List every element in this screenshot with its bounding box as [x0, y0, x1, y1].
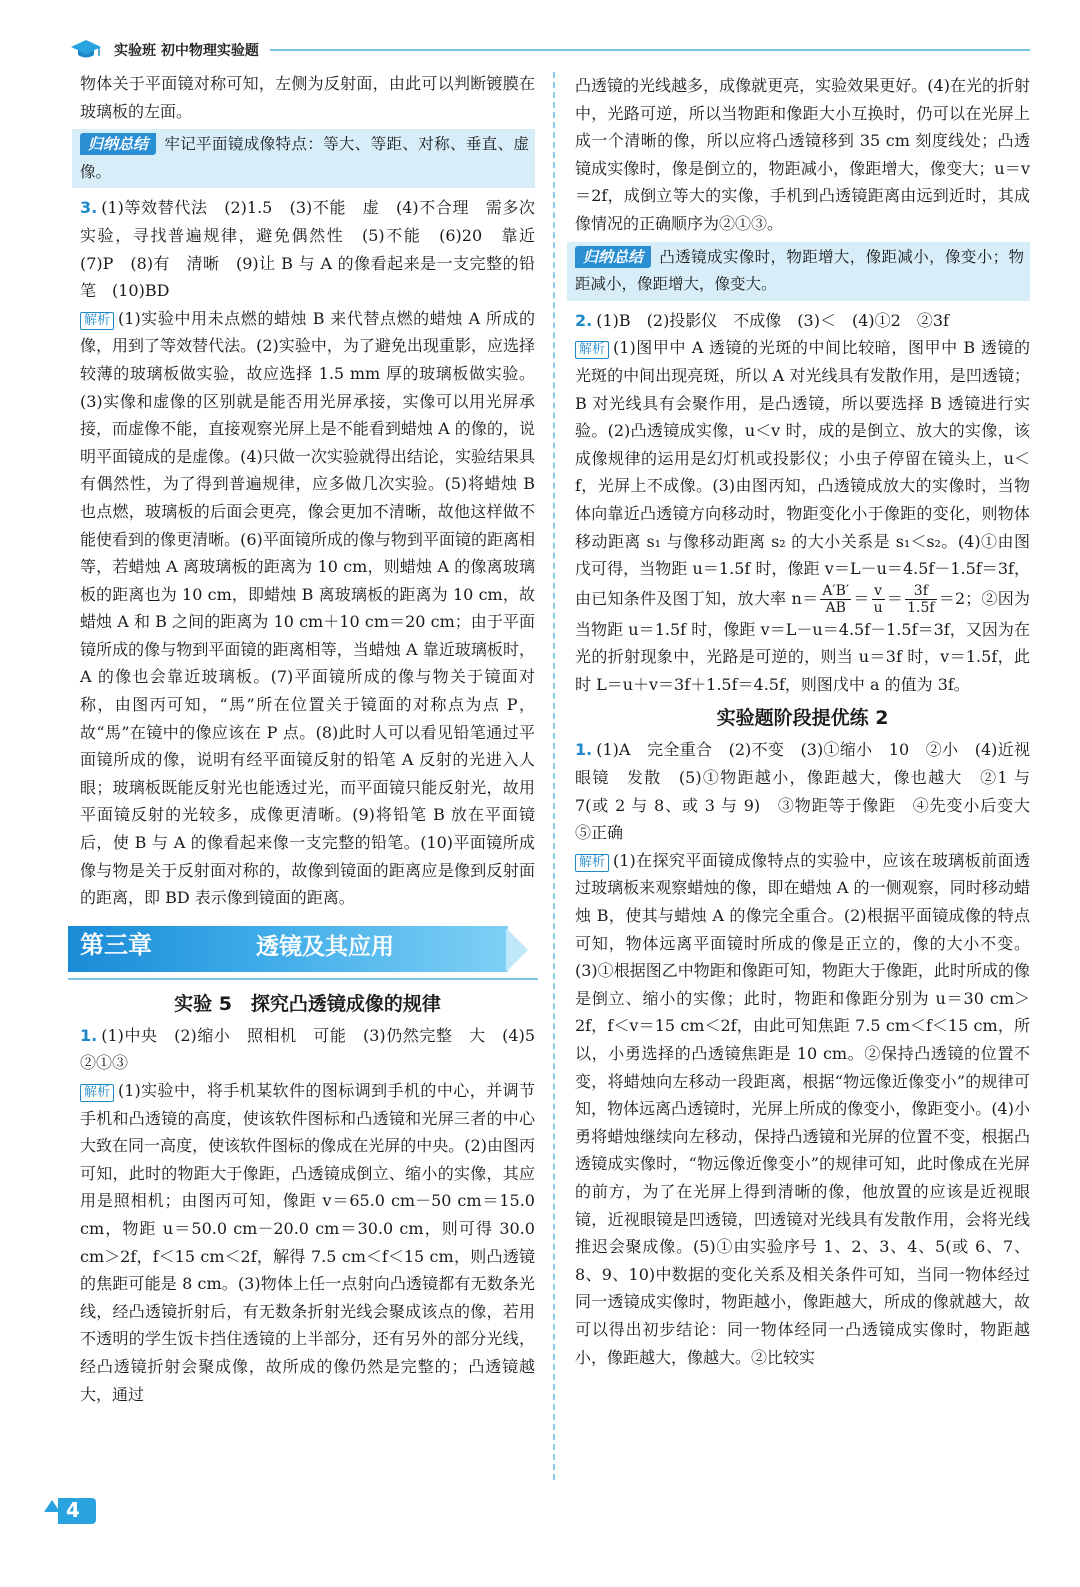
fraction-magnification: $\frac{A'B'}{AB}$ — [822, 582, 850, 616]
analysis-3 — [80, 305, 535, 912]
chapter-arrow-icon — [506, 928, 528, 972]
left-column — [80, 70, 552, 1408]
analysis-label: 解析 — [80, 312, 114, 330]
analysis-label: 解析 — [80, 1084, 114, 1102]
analysis-text: (1)图甲中 A 透镜的光斑的中间比较暗，图甲中 B 透镜的光斑的中间出现亮斑，所以 A 对光线具有发散作用，是凹透镜；B 对光线具有会聚作用，是凸透镜，所以要选择 B 透镜进行实验。(2)凸透镜成实像，u＜v 时，成的是倒立、放大的实像，该成像规律的运用是幻灯机或投影仪；小虫子停留在镜头上，u＜f，光屏上不成像。(3)由图丙知，凸透镜成放大的实像时，当物体向靠近凸透镜方向移动时，物距变化小于像距的变化，则物体移动距离 s₁ 与像移动距离 s₂ 的大小关系是 s₁＜s₂。(4)①由图戊可得，当物距 u＝1.5f 时，像距 v＝L－u＝4.5f－1.5f＝3f，由已知条件及图丁知，放大率 n＝ — [575, 338, 1030, 608]
header-rule — [270, 49, 1030, 51]
analysis-text: (1)实验中用未点燃的蜡烛 B 来代替点燃的蜡烛 A 所成的像，用到了等效替代法。(2)实验中，为了避免出现重影，应选择较薄的玻璃板做实验，故应选择 1.5 mm 厚的玻璃板做实验。(3)实像和虚像的区别就是能否用光屏承接，实像可以用光屏承接，而虚像不能，直接观察光屏上是不能看到蜡烛 A 的像的，说明平面镜成的是虚像。(4)只做一次实验就得出结论，实验结果具有偶然性，为了得到普遍规律，应多做几次实验。(5)将蜡烛 B 也点燃，玻璃板的后面会更亮，像会更加不清晰，故他这样做不能使看到的像更清晰。(6)平面镜所成的像与物到平面镜的距离相等，若蜡烛 A 离玻璃板的距离为 10 cm，则蜡烛 A 的像离玻璃板的距离也为 10 cm，即蜡烛 B 离玻璃板的距离为 10 cm，故蜡烛 A 和 B 之间的距离为 10 cm＋10 cm＝20 cm；由于平面镜所成的像与物到平面镜的距离相等，当蜡烛 A 靠近玻璃板时，A 的像也会靠近玻璃板。(7)平面镜所成的像与物关于镜面对称，由图丙可知，“馬”所在位置关于镜面的对称点为点 P，故“馬”在镜中的像应该在 P 点。(8)此时人可以看见铅笔通过平面镜所成的像，说明有经平面镜反射的铅笔 A 反射的光进入人眼；玻璃板既能反射光也能透过光，而平面镜只能反射光，故用平面镜反射的光较多，成像更清晰。(9)将铅笔 B 放在平面镜后，使 B 与 A 的像看起来像一支完整的铅笔。(10)平面镜所成像与物是关于反射面对称的，故像到镜面的距离应是像到反射面的距离，即 BD 表示像到镜面的距离。 — [80, 308, 535, 908]
chapter-rule — [68, 978, 538, 980]
book-title: 实验班 初中物理实验题 — [114, 43, 259, 59]
exp5-analysis-1 — [80, 1077, 535, 1408]
column-divider — [553, 72, 555, 1480]
summary-box — [72, 129, 535, 188]
question-number: 2. — [575, 310, 593, 330]
summary-tag: 归纳总结 — [575, 246, 651, 268]
graduation-cap-icon — [70, 38, 102, 60]
intro-text: 物体关于平面镜对称可知，左侧为反射面，由此可以判断镀膜在玻璃板的左面。 — [80, 74, 535, 121]
question-3 — [80, 194, 552, 304]
question-number: 1. — [575, 740, 593, 760]
analysis-label: 解析 — [575, 341, 609, 359]
chapter-banner — [68, 922, 528, 980]
right-column — [575, 72, 1047, 1371]
stage-title: 实验题阶段提优练 2 — [716, 707, 889, 730]
fraction-v-over-u: $\frac{v}{u}$ — [873, 582, 883, 616]
summary-tag: 归纳总结 — [80, 133, 156, 155]
analysis-label: 解析 — [575, 854, 609, 872]
analysis-text-cont: ＝2；②因为当物距 u＝1.5f 时，像距 v＝L－u＝4.5f－1.5f＝3f，又因为在光的折射现象中，光路是可逆的，则当 u＝3f 时，v＝1.5f，此时 L＝u＋v＝3f＋1.5f＝4.5f，则图戊中 a 的值为 3f。 — [575, 588, 1030, 694]
chapter-name: 透镜及其应用 — [256, 933, 394, 960]
summary-box — [567, 242, 1030, 301]
question-number: 3. — [80, 198, 98, 218]
analysis-2: 解析 (1)图甲中 A 透镜的光斑的中间比较暗，图甲中 B 透镜的光斑的中间出现亮斑，所以 A 对光线具有发散作用，是凹透镜；B 对光线具有会聚作用，是凸透镜，所以要选择 B 透镜进行实验。(2)凸透镜成实像，u＜v 时，成的是倒立、放大的实像，该成像规律的运用是幻灯机或投影仪；小虫子停留在镜头上，u＜f，光屏上不成像。(3)由图丙知，凸透镜成放大的实像时，当物体向靠近凸透镜方向移动时，物距变化小于像距的变化，则物体移动距离 s₁ 与像移动距离 s₂ 的大小关系是 s₁＜s₂。(4)①由图戊可得，当物距 u＝1.5f 时，像距 v＝L－u＝4.5f－1.5f＝3f，由已知条件及图丁知，放大率 n＝ $\frac{A'B'}{AB}$ ＝ $\frac{v}{u}$ ＝ $\frac{3f}{1.5f}$ ＝2；②因为当物距 u＝1.5f 时，像距 v＝L－u＝4.5f－1.5f＝3f，又因为在光的折射现象中，光路是可逆的，则当 u＝3f 时，v＝1.5f，此时 L＝u＋v＝3f＋1.5f＝4.5f，则图戊中 a 的值为 3f。 — [575, 338, 1030, 694]
chapter-number: 第三章 — [80, 930, 152, 959]
page-header — [70, 38, 1030, 62]
experiment-title: 实验 5 探究凸透镜成像的规律 — [174, 992, 441, 1015]
exp5-question-1 — [80, 1022, 552, 1077]
question-2 — [575, 307, 1030, 335]
analysis-text: (1)实验中，将手机某软件的图标调到手机的中心，并调节手机和凸透镜的高度，使该软件图标和凸透镜和光屏三者的中心大致在同一高度，使该软件图标的像成在光屏的中央。(2)由图丙可知，此时的物距大于像距，凸透镜成倒立、缩小的实像，其应用是照相机；由图丙可知，像距 v＝65.0 cm－50 cm＝15.0 cm，物距 u＝50.0 cm－20.0 cm＝30.0 cm，则可得 30.0 cm＞2f，f＜15 cm＜2f，解得 7.5 cm＜f＜15 cm，则凸透镜的焦距可能是 8 cm。(3)物体上任一点射向凸透镜都有无数条光线，经凸透镜折射后，有无数条折射光线会聚成该点的像，若用不透明的学生饭卡挡住透镜的上半部分，还有另外的部分光线，经凸透镜折射会聚成像，故所成的像仍然是完整的；凸透镜越大，通过 — [80, 1081, 535, 1404]
summary-text: 牢记平面镜成像特点：等大、等距、对称、垂直、虚像。 — [80, 135, 529, 181]
answer-text: (1)等效替代法 (2)1.5 (3)不能 虚 (4)不合理 需多次实验，寻找普遍规律，避免偶然性 (5)不能 (6)20 靠近 (7)P (8)有 清晰 (9)让 B 与 A 的像看起来是一支完整的铅笔 (10)BD — [80, 198, 552, 301]
analysis-text: (1)在探究平面镜成像特点的实验中，应该在玻璃板前面透过玻璃板来观察蜡烛的像，即在蜡烛 A 的一侧观察，同时移动蜡烛 B，使其与蜡烛 A 的像完全重合。(2)根据平面镜成像的特点可知，物体远离平面镜时所成的像是正立的，像的大小不变。(3)①根据图乙中物距和像距可知，物距大于像距，此时所成的像是倒立、缩小的实像；此时，物距和像距分别为 u＝30 cm＞2f，f＜v＝15 cm＜2f，由此可知焦距 7.5 cm＜f＜15 cm，所以，小勇选择的凸透镜焦距是 10 cm。②保持凸透镜的位置不变，将蜡烛向左移动一段距离，根据“物远像近像变小”的规律可知，物体远离凸透镜时，光屏上所成的像变小，像距变小。(4)小勇将蜡烛继续向左移动，保持凸透镜和光屏的位置不变，根据凸透镜成实像时，“物远像近像变小”的规律可知，此时像成在光屏的前方，为了在光屏上得到清晰的像，他放置的应该是近视眼镜，近视眼镜是凹透镜，凹透镜对光线具有发散作用，会将光线推迟会聚成像。(5)①由实验序号 1、2、3、4、5(或 6、7、8、9、10)中数据的变化关系及相关条件可知，当同一物体经过同一透镜成实像时，物距越小，像距越大，所成的像就越大，故可以得出初步结论：同一物体经同一凸透镜成实像时，物距越小，像距越大，像越大。②比较实 — [575, 850, 1030, 1367]
answer-text: (1)A 完全重合 (2)不变 (3)①缩小 10 ②小 (4)近视眼镜 发散 (5)①物距越小，像距越大，像也越大 ②1 与 7(或 2 与 8、或 3 与 9) ③物距等于像距 ④先变小后变大 ⑤正确 — [575, 740, 1047, 843]
page-number-badge — [44, 1496, 102, 1526]
question-number: 1. — [80, 1025, 98, 1045]
continued-text: 凸透镜的光线越多，成像就更亮，实验效果更好。(4)在光的折射中，光路可逆，所以当物距和像距大小互换时，仍可以在光屏上成一个清晰的像，所以应将凸透镜移到 35 cm 刻度线处；凸透镜成实像时，像是倒立的，物距减小，像距增大，像变大；u＝v＝2f，成倒立等大的实像，手机到凸透镜距离由远到近时，其成像情况的正确顺序为②①③。 — [575, 76, 1030, 233]
answer-text: (1)中央 (2)缩小 照相机 可能 (3)仍然完整 大 (4)5 ②①③ — [80, 1025, 552, 1073]
stage-analysis-1 — [575, 847, 1030, 1371]
fraction-value: $\frac{3f}{1.5f}$ — [907, 582, 935, 616]
answer-text: (1)B (2)投影仪 不成像 (3)＜ (4)①2 ②3f — [596, 310, 949, 330]
stage-question-1 — [575, 736, 1047, 846]
page-number: 4 — [66, 1498, 80, 1522]
summary-text: 凸透镜成实像时，物距增大，像距减小，像变小；物距减小，像距增大，像变大。 — [575, 247, 1024, 294]
